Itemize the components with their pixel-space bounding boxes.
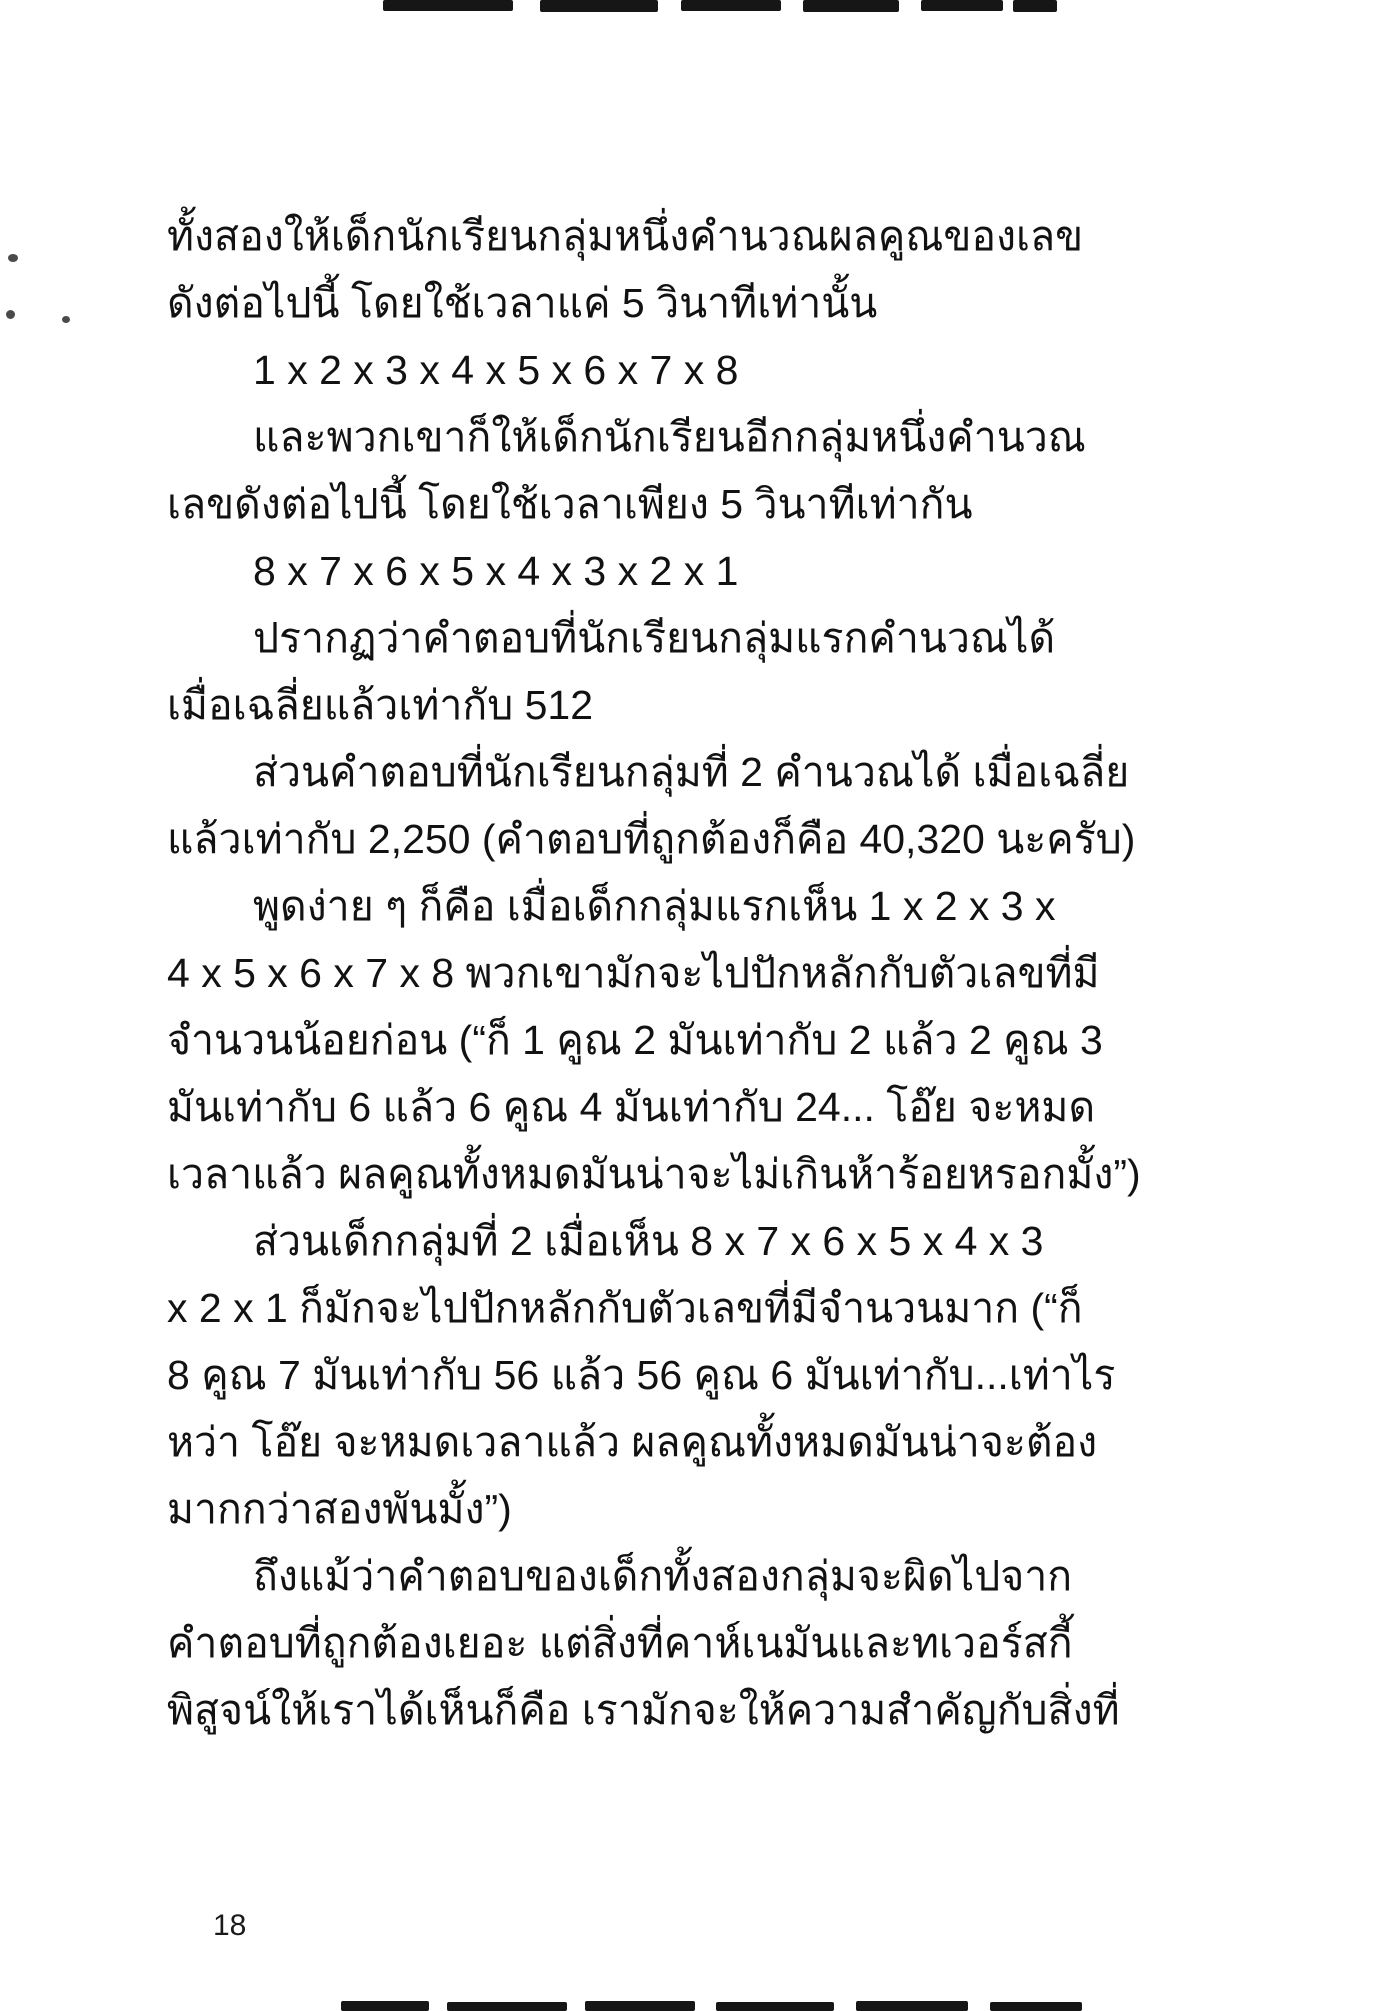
text-line: ปรากฏว่าคำตอบที่นักเรียนกลุ่มแรกคำนวณได้ [253,615,1056,661]
body-text [167,203,1257,1744]
text-line: ดังต่อไปนี้ โดยใช้เวลาแค่ 5 วินาทีเท่านั้น [167,280,878,326]
page-number: 18 [213,1909,247,1942]
text-line: มันเท่ากับ 6 แล้ว 6 คูณ 4 มันเท่ากับ 24... โอ๊ย จะหมด [167,1084,1096,1130]
text-line: x 2 x 1 ก็มักจะไปปักหลักกับตัวเลขที่มีจำนวนมาก (“ก็ [167,1285,1083,1331]
text-line: พูดง่าย ๆ ก็คือ เมื่อเด็กกลุ่มแรกเห็น 1 x 2 x 3 x [253,883,1056,929]
text-line: จำนวนน้อยก่อน (“ก็ 1 คูณ 2 มันเท่ากับ 2 แล้ว 2 คูณ 3 [167,1017,1103,1063]
text-line: พิสูจน์ให้เราได้เห็นก็คือ เรามักจะให้ความสำคัญกับสิ่งที่ [167,1687,1120,1733]
text-line: หว่า โอ๊ย จะหมดเวลาแล้ว ผลคูณทั้งหมดมันน่าจะต้อง [167,1419,1098,1465]
text-line: เมื่อเฉลี่ยแล้วเท่ากับ 512 [167,682,594,728]
text-line: และพวกเขาก็ให้เด็กนักเรียนอีกกลุ่มหนึ่งคำนวณ [253,414,1086,460]
text-line: 4 x 5 x 6 x 7 x 8 พวกเขามักจะไปปักหลักกับตัวเลขที่มี [167,950,1100,996]
text-line: ทั้งสองให้เด็กนักเรียนกลุ่มหนึ่งคำนวณผลคูณของเลข [167,213,1084,259]
text-line: ส่วนคำตอบที่นักเรียนกลุ่มที่ 2 คำนวณได้ เมื่อเฉลี่ย [253,749,1130,795]
text-line: คำตอบที่ถูกต้องเยอะ แต่สิ่งที่คาห์เนมันและทเวอร์สกี้ [167,1620,1073,1666]
text-line: ส่วนเด็กกลุ่มที่ 2 เมื่อเห็น 8 x 7 x 6 x 5 x 4 x 3 [253,1218,1044,1264]
formula-line: 1 x 2 x 3 x 4 x 5 x 6 x 7 x 8 [253,347,739,393]
text-line: แล้วเท่ากับ 2,250 (คำตอบที่ถูกต้องก็คือ 40,320 นะครับ) [167,816,1136,862]
text-line: เวลาแล้ว ผลคูณทั้งหมดมันน่าจะไม่เกินห้าร้อยหรอกมั้ง”) [167,1151,1141,1197]
formula-line: 8 x 7 x 6 x 5 x 4 x 3 x 2 x 1 [253,548,739,594]
text-line: มากกว่าสองพันมั้ง”) [167,1486,512,1532]
text-line: ถึงแม้ว่าคำตอบของเด็กทั้งสองกลุ่มจะผิดไปจาก [253,1553,1073,1599]
text-line: เลขดังต่อไปนี้ โดยใช้เวลาเพียง 5 วินาทีเท่ากัน [167,481,973,527]
text-line: 8 คูณ 7 มันเท่ากับ 56 แล้ว 56 คูณ 6 มันเท่ากับ...เท่าไร [167,1352,1116,1398]
